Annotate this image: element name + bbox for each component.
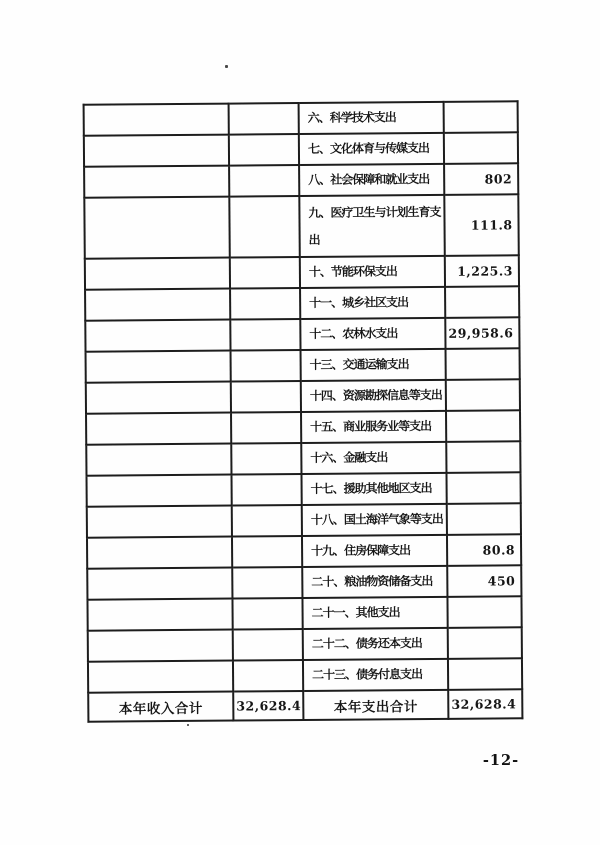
income-amount-cell bbox=[231, 381, 301, 413]
income-item-cell bbox=[88, 630, 233, 662]
income-item-cell bbox=[84, 197, 229, 259]
income-item-cell bbox=[87, 568, 232, 600]
expense-item-cell: 二十三、债务付息支出 bbox=[303, 659, 448, 691]
expense-item-cell: 七、文化体育与传媒支出 bbox=[299, 133, 444, 165]
income-item-cell bbox=[86, 444, 231, 476]
income-item-cell bbox=[86, 351, 231, 383]
table-row bbox=[84, 163, 518, 197]
expense-total-label-cell: 本年支出合计 bbox=[303, 690, 448, 720]
expense-amount-cell: 1,225.3 bbox=[445, 255, 519, 287]
expense-item-cell: 二十二、债务还本支出 bbox=[303, 628, 448, 660]
expense-amount-cell bbox=[446, 348, 520, 380]
table-row bbox=[88, 627, 522, 661]
income-item-cell bbox=[85, 320, 230, 352]
table-row bbox=[84, 101, 518, 135]
expense-amount-cell bbox=[446, 441, 520, 473]
income-item-cell bbox=[87, 537, 232, 569]
expense-item-cell: 十三、交通运输支出 bbox=[301, 349, 446, 381]
scan-speck bbox=[187, 724, 189, 726]
expense-amount-cell bbox=[446, 410, 520, 442]
income-item-cell bbox=[84, 135, 229, 167]
income-amount-cell bbox=[232, 536, 302, 568]
income-item-cell bbox=[85, 289, 230, 321]
expense-amount-cell bbox=[448, 627, 522, 659]
expense-total-amount-cell: 32,628.4 bbox=[448, 689, 522, 719]
expense-item-cell: 十二、农林水支出 bbox=[300, 318, 445, 350]
expense-amount-cell: 111.8 bbox=[444, 194, 518, 256]
income-amount-cell bbox=[233, 629, 303, 661]
table-total-row bbox=[88, 689, 522, 721]
income-amount-cell bbox=[231, 443, 301, 475]
scan-speck bbox=[225, 65, 228, 68]
income-amount-cell bbox=[231, 474, 301, 506]
income-amount-cell bbox=[229, 165, 299, 197]
expense-item-cell: 九、医疗卫生与计划生育支出 bbox=[299, 195, 444, 257]
income-item-cell bbox=[85, 258, 230, 290]
income-amount-cell bbox=[232, 567, 302, 599]
table-row bbox=[86, 472, 520, 506]
income-item-cell bbox=[86, 475, 231, 507]
table-row bbox=[87, 534, 521, 568]
income-amount-cell bbox=[230, 257, 300, 289]
income-amount-cell bbox=[231, 350, 301, 382]
income-amount-cell bbox=[231, 412, 301, 444]
expense-amount-cell bbox=[446, 472, 520, 504]
expense-item-cell: 十一、城乡社区支出 bbox=[300, 287, 445, 319]
expense-item-cell: 十六、金融支出 bbox=[301, 442, 446, 474]
income-amount-cell bbox=[230, 288, 300, 320]
expense-amount-cell: 29,958.6 bbox=[445, 317, 519, 349]
income-amount-cell bbox=[229, 103, 299, 135]
expense-item-cell: 十七、援助其他地区支出 bbox=[301, 473, 446, 505]
income-item-cell bbox=[86, 382, 231, 414]
expense-item-cell: 十、节能环保支出 bbox=[300, 256, 445, 288]
page-number: -12- bbox=[482, 752, 520, 769]
income-amount-cell bbox=[232, 505, 302, 537]
income-item-cell bbox=[84, 166, 229, 198]
expense-item-cell: 十九、住房保障支出 bbox=[302, 535, 447, 567]
table-row bbox=[87, 503, 521, 537]
expense-item-cell: 二十、粮油物资储备支出 bbox=[302, 566, 447, 598]
table-row bbox=[86, 348, 520, 382]
table-row bbox=[88, 658, 522, 692]
table-row bbox=[85, 286, 519, 320]
expense-item-cell: 六、科学技术支出 bbox=[299, 102, 444, 134]
expense-amount-cell bbox=[444, 132, 518, 164]
table-row bbox=[86, 441, 520, 475]
table-row bbox=[85, 317, 519, 351]
income-total-amount-cell: 32,628.4 bbox=[233, 691, 303, 721]
expense-item-cell: 十八、国土海洋气象等支出 bbox=[302, 504, 447, 536]
table-row bbox=[87, 565, 521, 599]
table-row bbox=[86, 410, 520, 444]
income-total-label-cell: 本年收入合计 bbox=[88, 692, 233, 722]
expense-amount-cell bbox=[446, 379, 520, 411]
expense-item-cell: 十四、资源勘探信息等支出 bbox=[301, 380, 446, 412]
expense-amount-cell: 802 bbox=[444, 163, 518, 195]
expense-amount-cell: 80.8 bbox=[447, 534, 521, 566]
table-row bbox=[84, 194, 518, 258]
income-item-cell bbox=[86, 413, 231, 445]
expense-amount-cell bbox=[447, 503, 521, 535]
income-amount-cell bbox=[232, 598, 302, 630]
expense-item-cell: 八、社会保障和就业支出 bbox=[299, 164, 444, 196]
table-row bbox=[87, 596, 521, 630]
expense-amount-cell bbox=[444, 101, 518, 133]
income-amount-cell bbox=[233, 660, 303, 692]
income-item-cell bbox=[88, 661, 233, 693]
income-amount-cell bbox=[230, 319, 300, 351]
table-row bbox=[86, 379, 520, 413]
table-row bbox=[84, 132, 518, 166]
income-item-cell bbox=[87, 599, 232, 631]
expense-amount-cell bbox=[445, 286, 519, 318]
table-row bbox=[85, 255, 519, 289]
income-amount-cell bbox=[229, 196, 299, 258]
expense-amount-cell: 450 bbox=[447, 565, 521, 597]
budget-table bbox=[83, 100, 524, 722]
expense-amount-cell bbox=[448, 658, 522, 690]
expense-amount-cell bbox=[447, 596, 521, 628]
expense-item-cell: 二十一、其他支出 bbox=[302, 597, 447, 629]
expense-item-cell: 十五、商业服务业等支出 bbox=[301, 411, 446, 443]
income-amount-cell bbox=[229, 134, 299, 166]
income-item-cell bbox=[84, 104, 229, 136]
income-item-cell bbox=[87, 506, 232, 538]
